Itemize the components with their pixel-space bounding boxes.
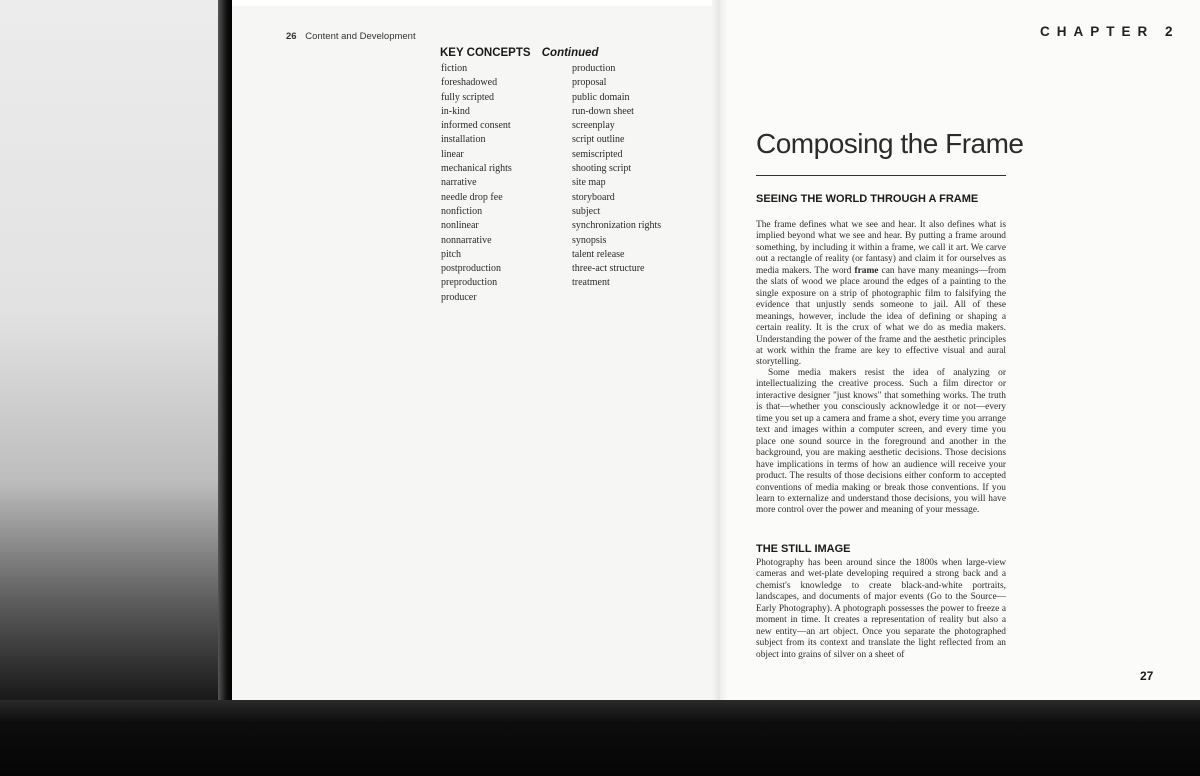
body-paragraph-1 [756, 220, 1006, 369]
right-page-number: 27 [1140, 669, 1154, 683]
paragraph-text: The frame defines what we see and hear. It also defines what is implied beyond what we see and hear. By putting a frame around something, by including it within a frame, we call it art. We carve out a rectangle of reality (or fantasy) and claim it for ourselves as media makers. The word [756, 220, 1006, 276]
key-concept-term: screenplay [572, 120, 615, 132]
paragraph-text: Some media makers resist the idea of analyzing or intellectualizing the creative process. Such a film director or interactive designer "just knows" that something works. The truth is that—whether you consciously acknowledge it or not—every time you set up a camera and frame a shot, every time you arrange text and images within a computer screen, and every time you place one sound source in the foreground and another in the background, you are making aesthetic decisions. Those decisions have implications in terms of how an audience will receive your product. The results of those decisions either conform to accepted conventions of media making or break those conventions. If you learn to externalize and understand those decisions, you will have more control over the power and meaning of your message. [756, 368, 1006, 516]
key-concepts-column-1 [441, 62, 512, 305]
section-heading-still-image: THE STILL IMAGE [756, 543, 851, 555]
key-concepts-heading [440, 47, 599, 59]
left-page-number: 26 [286, 31, 297, 42]
key-concept-term: producer [441, 291, 477, 303]
key-concept-term: narrative [441, 177, 477, 189]
key-term-frame: frame [854, 265, 879, 276]
key-concept-term: script outline [572, 134, 625, 146]
key-concept-term: semiscripted [572, 148, 623, 160]
key-concept-term: synopsis [572, 234, 607, 246]
key-concept-term: shooting script [572, 163, 632, 175]
key-concept-term: installation [441, 134, 486, 146]
chapter-title: Composing the Frame [756, 128, 1024, 159]
key-concept-term: subject [572, 205, 601, 217]
key-concept-term: in-kind [441, 105, 470, 117]
key-concept-term: nonnarrative [441, 234, 492, 246]
key-concept-term: site map [572, 177, 606, 189]
paragraph-text: can have many meanings—from the slats of wood we place around the edges of a painting to the single exposure on a strip of photographic film to falsifying the evidence that unjustly sends someone to jail. All of these meanings, however, include the idea of defining or shaping a certain reality. It is the crux of what we do as media makers. Understanding the power of the frame and the aesthetic principles at work within the frame are key to effective visual and aural storytelling. [756, 265, 1006, 368]
title-rule [756, 175, 1006, 176]
paragraph-text: Photography has been around since the 1800s when large-view cameras and wet-plate developing required a strong back and a chemist's knowledge to create black-and-white portraits, landscapes, and documents of major events (Go to the Source—Early Photography). A photograph possesses the power to freeze a moment in time. It creates a representation of reality but also a new entity—an art object. Once you separate the photographed subject from its context and translate the light reflected from an object into grains of silver on a sheet of [756, 558, 1006, 660]
key-concept-term: run-down sheet [572, 105, 634, 117]
running-head-title: Content and Development [305, 31, 416, 42]
key-concept-term: postproduction [441, 263, 501, 275]
key-concept-term: foreshadowed [441, 77, 498, 89]
key-concepts-title: KEY CONCEPTS [440, 47, 531, 59]
key-concept-term: informed consent [441, 120, 511, 132]
key-concept-term: fiction [441, 63, 468, 74]
key-concept-term: needle drop fee [441, 191, 503, 203]
book-gutter [712, 0, 728, 704]
key-concept-term: public domain [572, 91, 630, 103]
key-concept-term: nonlinear [441, 220, 479, 232]
key-concept-term: linear [441, 148, 464, 160]
key-concept-term: synchronization rights [572, 220, 662, 232]
key-concept-term: mechanical rights [441, 163, 512, 175]
left-running-head [286, 31, 416, 42]
body-paragraph-3 [756, 558, 1006, 661]
scan-shadow-bottom [0, 700, 1200, 776]
section-heading-seeing-the-world: SEEING THE WORLD THROUGH A FRAME [756, 193, 979, 205]
chapter-label: CHAPTER 2 [1040, 24, 1180, 39]
key-concept-term: storyboard [572, 191, 615, 203]
scan-shadow-left [0, 0, 232, 776]
key-concepts-column-2 [572, 62, 661, 291]
key-concept-term: fully scripted [441, 91, 495, 103]
key-concept-term: talent release [572, 248, 625, 260]
key-concept-term: nonfiction [441, 205, 483, 217]
key-concept-term: pitch [441, 248, 461, 260]
key-concepts-continued: Continued [541, 47, 599, 59]
key-concept-term: preproduction [441, 277, 498, 289]
key-concept-term: production [572, 63, 616, 74]
body-paragraph-2 [756, 368, 1006, 517]
key-concept-term: treatment [572, 277, 610, 289]
key-concept-term: three-act structure [572, 263, 645, 275]
key-concept-term: proposal [572, 77, 607, 89]
